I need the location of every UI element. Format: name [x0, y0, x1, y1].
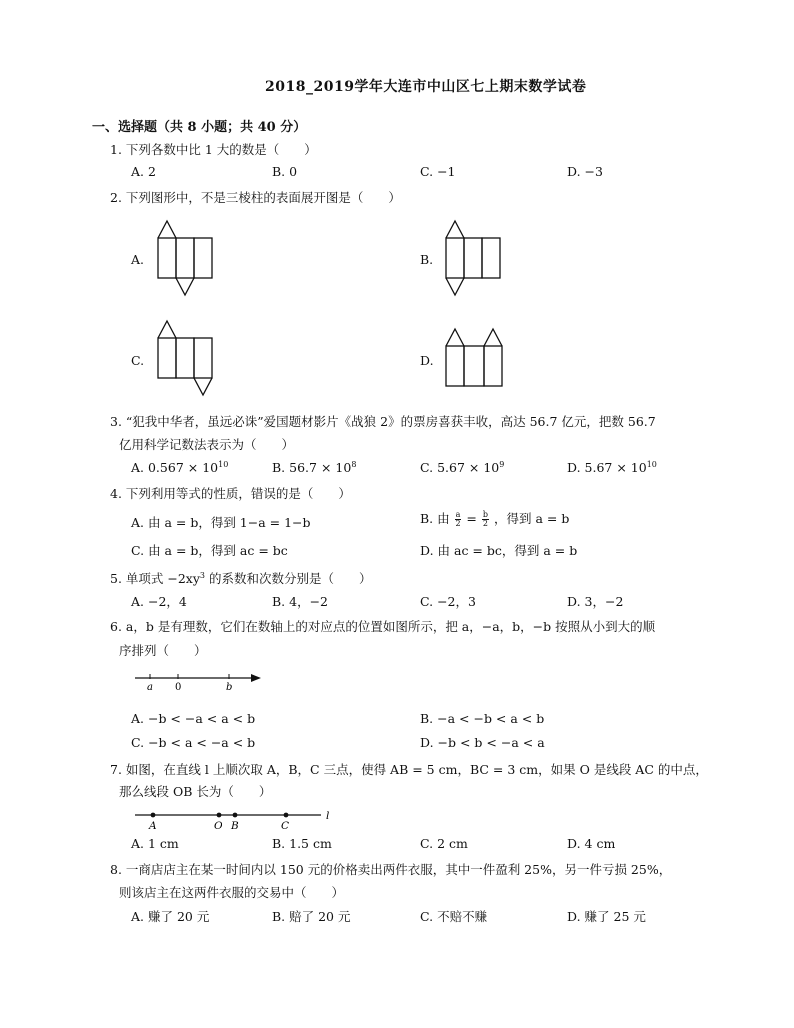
figure-net-c	[150, 318, 220, 398]
question-5-option-a: A. −2，4	[131, 594, 187, 609]
question-7-option-b: B. 1.5 cm	[272, 836, 332, 851]
question-5-option-c: C. −2，3	[420, 594, 476, 609]
question-8-option-d: D. 赚了 25 元	[567, 909, 646, 924]
point-label-c: C	[281, 820, 290, 832]
point-label-o: O	[214, 820, 223, 832]
question-2-label-a: A.	[131, 252, 145, 267]
question-4-stem: 4. 下列利用等式的性质，错误的是（ ）	[110, 486, 351, 501]
question-6-stem-line2: 序排列（ ）	[119, 643, 207, 658]
question-1-option-a: A. 2	[131, 164, 156, 179]
question-4-option-b: B. 由 $\frac{a}{2}$ = $\frac{b}{2}$ ，得到 a = b	[420, 510, 570, 528]
question-7-option-a: A. 1 cm	[131, 836, 179, 851]
question-5-option-d: D. 3，−2	[567, 594, 624, 609]
question-5-option-b: B. 4，−2	[272, 594, 329, 609]
axis-label-a: a	[147, 682, 153, 693]
question-4-option-c: C. 由 a = b，得到 ac = bc	[131, 543, 288, 558]
question-8-stem-line2: 则该店主在这两件衣服的交易中（ ）	[119, 885, 345, 900]
question-7-stem-line2: 那么线段 OB 长为（ ）	[119, 784, 272, 799]
question-4-option-a: A. 由 a = b，得到 1−a = 1−b	[131, 515, 311, 530]
figure-net-d	[438, 318, 518, 398]
question-1-option-d: D. −3	[567, 164, 603, 179]
question-7-stem-line1: 7. 如图，在直线 l 上顺次取 A，B，C 三点，使得 AB = 5 cm，BC = 3 cm，如果 O 是线段 AC 的中点，	[110, 762, 708, 777]
question-6-stem-line1: 6. a，b 是有理数，它们在数轴上的对应点的位置如图所示，把 a，−a，b，−b 按照从小到大的顺	[110, 619, 656, 634]
figure-net-a	[150, 218, 220, 298]
line-label-l: l	[326, 810, 330, 822]
question-3-option-d: D. $5.67 \times 10^{10}$	[567, 460, 657, 476]
section-heading: 一、选择题（共 8 小题；共 40 分）	[92, 120, 307, 135]
question-6-option-b: B. −a < −b < a < b	[420, 711, 545, 726]
page-title: 2018_2019学年大连市中山区七上期末数学试卷	[265, 79, 587, 95]
number-line-figure	[133, 670, 268, 696]
axis-label-zero: 0	[175, 682, 182, 693]
question-6-option-a: A. −b < −a < a < b	[131, 711, 256, 726]
question-7-option-c: C. 2 cm	[420, 836, 468, 851]
question-8-stem-line1: 8. 一商店店主在某一时间内以 150 元的价格卖出两件衣服，其中一件盈利 25%，另一件亏损 25%，	[110, 862, 672, 877]
question-2-stem: 2. 下列图形中，不是三棱柱的表面展开图是（ ）	[110, 190, 401, 205]
line-segment-figure	[133, 808, 338, 832]
point-label-a: A	[149, 820, 157, 832]
question-2-label-d: D.	[420, 353, 434, 368]
question-8-option-c: C. 不赔不赚	[420, 909, 488, 924]
question-5-stem: 5. 单项式 $-2xy^3$ 的系数和次数分别是（ ）	[110, 571, 372, 587]
figure-net-b	[438, 218, 508, 298]
arrow-right-icon	[251, 674, 261, 682]
point-o	[217, 813, 222, 818]
question-1-stem: 1. 下列各数中比 1 大的数是（ ）	[110, 142, 317, 157]
question-7-option-d: D. 4 cm	[567, 836, 616, 851]
question-1-option-c: C. −1	[420, 164, 456, 179]
point-c	[284, 813, 289, 818]
point-b	[233, 813, 238, 818]
point-label-b: B	[231, 820, 239, 832]
question-3-stem-line2: 亿用科学记数法表示为（ ）	[119, 437, 295, 452]
question-2-label-b: B.	[420, 252, 434, 267]
question-8-option-b: B. 赔了 20 元	[272, 909, 351, 924]
axis-label-b: b	[226, 682, 233, 693]
question-2-label-c: C.	[131, 353, 145, 368]
question-4-option-d: D. 由 ac = bc，得到 a = b	[420, 543, 578, 558]
question-3-option-c: C. $5.67 \times 10^9$	[420, 460, 505, 476]
question-3-option-b: B. $56.7 \times 10^8$	[272, 460, 357, 476]
question-6-option-c: C. −b < a < −a < b	[131, 735, 256, 750]
question-8-option-a: A. 赚了 20 元	[131, 909, 210, 924]
question-6-option-d: D. −b < b < −a < a	[420, 735, 545, 750]
point-a	[151, 813, 156, 818]
question-3-stem-line1: 3. “犯我中华者，虽远必诛”爱国题材影片《战狼 2》的票房喜获丰收，高达 56.7 亿元，把数 56.7	[110, 414, 656, 429]
question-1-option-b: B. 0	[272, 164, 298, 179]
question-3-option-a: A. $0.567 \times 10^{10}$	[131, 460, 229, 476]
